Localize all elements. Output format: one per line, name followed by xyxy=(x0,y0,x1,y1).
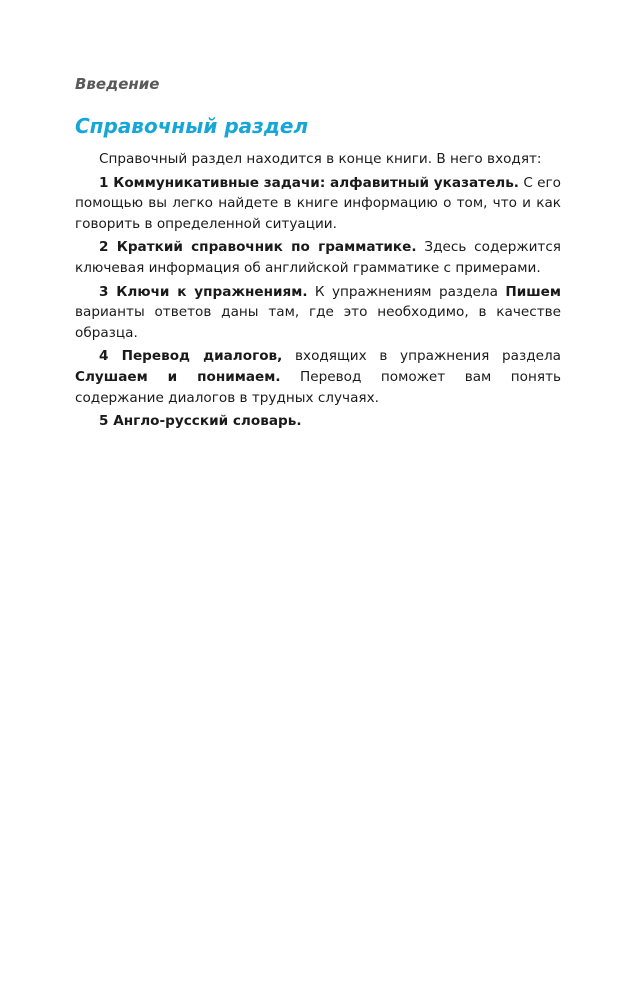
running-head: Введение xyxy=(75,75,160,93)
item-text-continued: варианты ответов даны там, где это необходимо, в качестве образца. xyxy=(75,304,561,341)
item-inline-bold: Пишем xyxy=(505,283,561,300)
list-item-exercise-keys xyxy=(75,282,561,344)
item-text: К упражнениям раздела xyxy=(307,283,506,300)
item-heading: 3 Ключи к упражнениям. xyxy=(99,283,308,300)
section-title: Справочный раздел xyxy=(75,114,309,138)
list-item-dictionary xyxy=(75,411,561,432)
item-inline-bold: Слушаем и понимаем. xyxy=(75,368,281,385)
item-heading: 5 Англо-русский словарь. xyxy=(99,413,302,430)
item-text: входящих в упражнения раздела xyxy=(282,348,562,365)
item-text: С его помощью вы легко найдете в книге информацию о том, что и как говорить в определенной ситуации. xyxy=(75,174,561,232)
item-heading: 4 Перевод диалогов, xyxy=(99,348,283,365)
list-item-grammar-reference xyxy=(75,237,561,278)
list-item-dialogue-translation xyxy=(75,346,561,408)
item-text: Здесь содержится ключевая информация об английской грамматике с примерами. xyxy=(75,239,561,276)
item-heading: 1 Коммуникативные задачи: алфавитный указатель. xyxy=(99,174,519,191)
intro-paragraph: Справочный раздел находится в конце книги. В него входят: xyxy=(99,151,542,167)
list-item-communicative-tasks xyxy=(75,173,561,235)
item-text-continued: Перевод поможет вам понять содержание диалогов в трудных случаях. xyxy=(75,368,561,406)
item-heading: 2 Краткий справочник по грамматике. xyxy=(99,239,417,256)
section-body xyxy=(75,149,561,435)
